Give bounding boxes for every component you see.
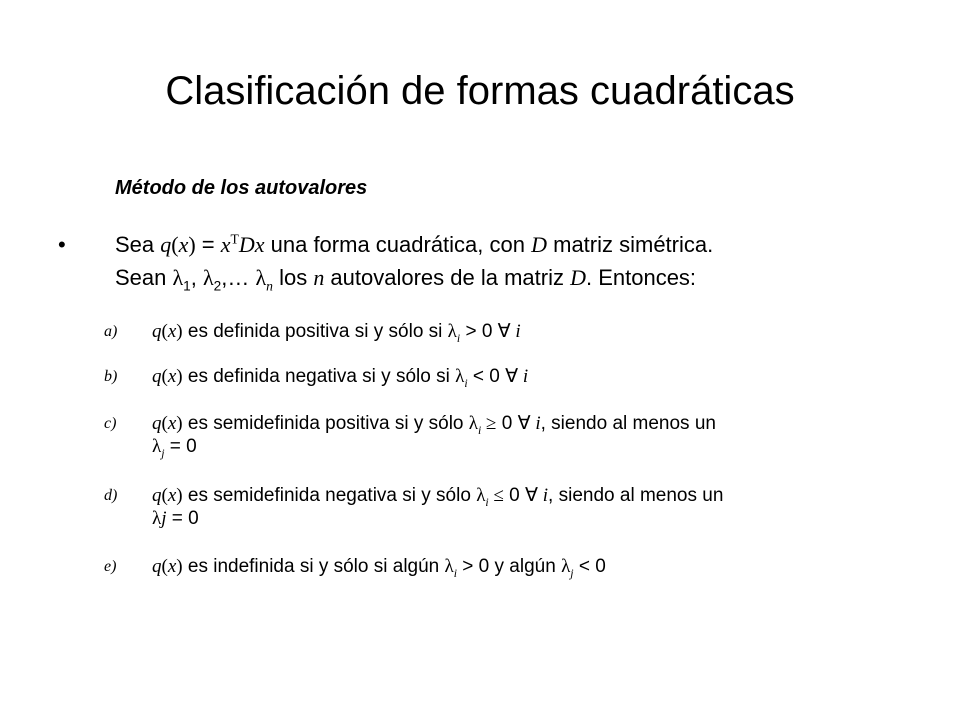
list-item-d-text: q(x) es semidefinida negativa si y sólo $\lambda_i \le 0$ ∀ i, siendo al menos un λj = 0 — [152, 485, 724, 529]
list-marker-a: a) — [104, 323, 118, 340]
slide-title: Clasificación de formas cuadráticas — [165, 69, 795, 113]
list-item-e — [104, 555, 894, 578]
list-marker-d: d) — [104, 487, 118, 504]
list-marker-b: b) — [104, 368, 118, 385]
intro-paragraph — [115, 228, 875, 294]
list-item-e-text: q(x) es indefinida si y sólo si algún $\lambda_i > 0$ y algún $\lambda_j < 0$ — [152, 556, 606, 580]
list-item-d — [104, 484, 894, 530]
list-item-a-text: q(x) es definida positiva si y sólo si $\lambda_i > 0$ ∀ i — [152, 321, 521, 345]
section-subtitle: Método de los autovalores — [115, 177, 368, 199]
list-item-c — [104, 412, 894, 458]
bullet-marker: • — [58, 232, 66, 257]
list-item-b — [104, 365, 894, 388]
intro-line-1: Sea $q(x) = x^TDx$ una forma cuadrática, con D matriz simétrica. — [115, 231, 714, 257]
intro-line-2: Sean $\lambda_1$, $\lambda_2,\dots$ $\lambda_n$ los n autovalores de la matriz D. Entonces: — [115, 265, 697, 294]
list-item-c-text: q(x) es semidefinida positiva si y sólo $\lambda_i \ge 0$ ∀ i, siendo al menos un $\lambda_j = 0$ — [152, 413, 716, 460]
list-item-b-text: q(x) es definida negativa si y sólo si $\lambda_i < 0$ ∀ i — [152, 366, 529, 390]
list-marker-c: c) — [104, 415, 117, 432]
list-item-a — [104, 320, 894, 343]
list-marker-e: e) — [104, 558, 117, 575]
